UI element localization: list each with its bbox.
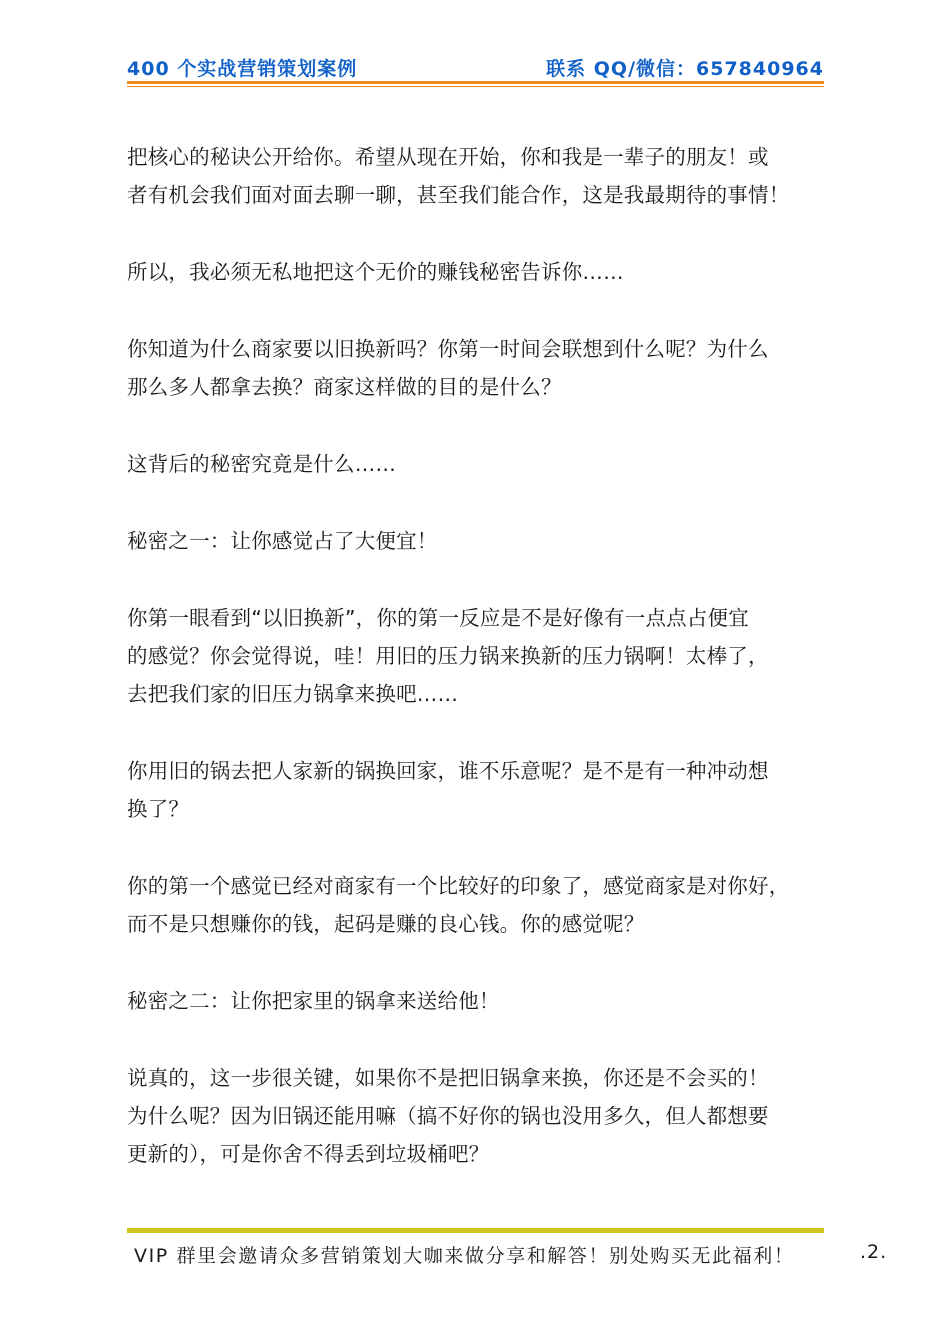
paragraph: 这背后的秘密究竟是什么…… <box>127 452 397 476</box>
footer-note: VIP 群里会邀请众多营销策划大咖来做分享和解答！别处购买无此福利！ <box>134 1245 795 1267</box>
paragraph: 说真的，这一步很关键，如果你不是把旧锅拿来换，你还是不会买的！ 为什么呢？因为旧锅还能用嘛（搞不好你的锅也没用多久，但人都想要 更新的），可是你舍不得丢到垃圾桶吧？ <box>127 1066 769 1166</box>
header-divider-thin <box>127 86 824 87</box>
paragraph: 你的第一个感觉已经对商家有一个比较好的印象了，感觉商家是对你好， 而不是只想赚你的钱，起码是赚的良心钱。你的感觉呢？ <box>127 874 790 936</box>
footer-divider <box>127 1228 824 1233</box>
document-body <box>127 138 832 1212</box>
header-title: 400 个实战营销策划案例 <box>127 58 358 80</box>
page-number: .2. <box>860 1241 888 1263</box>
paragraph: 所以，我必须无私地把这个无价的赚钱秘密告诉你…… <box>127 260 624 284</box>
paragraph: 你用旧的锅去把人家新的锅换回家，谁不乐意呢？是不是有一种冲动想 换了？ <box>127 759 769 821</box>
paragraph: 把核心的秘诀公开给你。希望从现在开始，你和我是一辈子的朋友！或 者有机会我们面对面去聊一聊，甚至我们能合作，这是我最期待的事情！ <box>127 145 790 207</box>
header-contact: 联系 QQ/微信：657840964 <box>546 58 824 80</box>
section-heading-secret-2: 秘密之二：让你把家里的锅拿来送给他！ <box>127 989 500 1013</box>
paragraph: 你知道为什么商家要以旧换新吗？你第一时间会联想到什么呢？为什么 那么多人都拿去换？商家这样做的目的是什么？ <box>127 337 769 399</box>
header-divider <box>127 81 824 84</box>
page-header <box>127 54 824 80</box>
section-heading-secret-1: 秘密之一：让你感觉占了大便宜！ <box>127 529 438 553</box>
paragraph: 你第一眼看到“以旧换新”，你的第一反应是不是好像有一点点占便宜 的感觉？你会觉得说，哇！用旧的压力锅来换新的压力锅啊！太棒了， 去把我们家的旧压力锅拿来换吧…… <box>127 606 769 706</box>
